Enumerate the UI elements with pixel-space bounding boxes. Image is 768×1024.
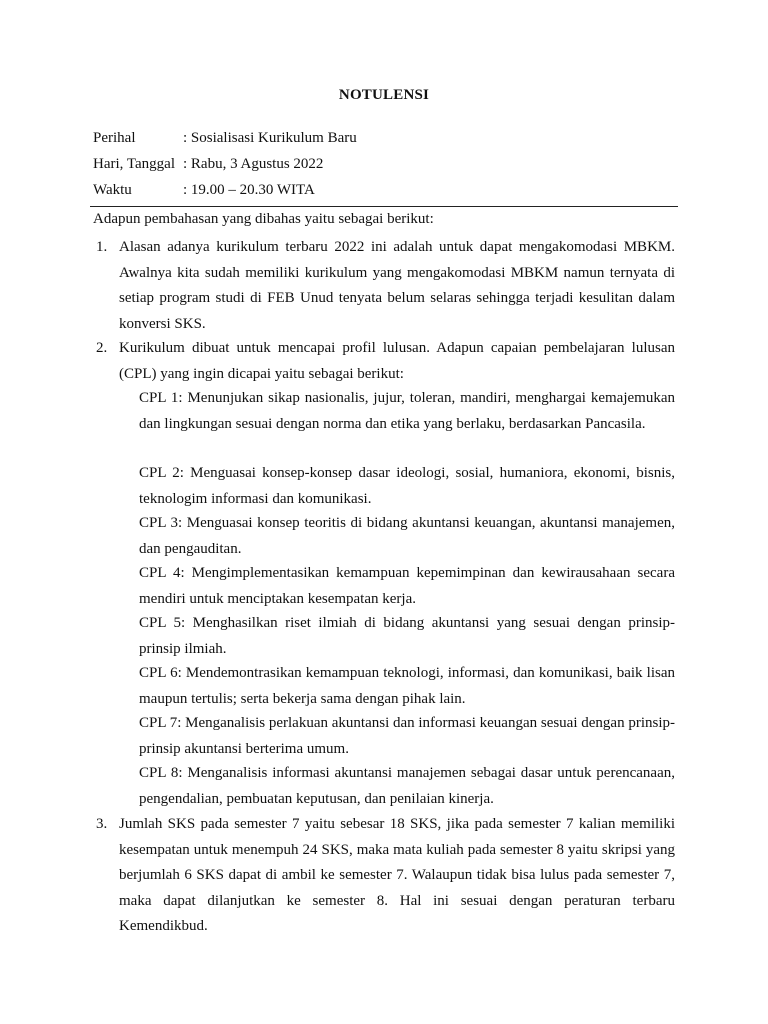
list-item (96, 336, 675, 387)
list-item-text: Alasan adanya kurikulum terbaru 2022 ini adalah untuk dapat mengakomodasi MBKM. Awalnya kita sudah memiliki kurikulum yang mengakomodasi MBKM namun ternyata di setiap program studi di FEB Unud tenyata belum selaras sehingga terjadi kesulitan dalam konversi SKS. (119, 239, 675, 332)
cpl-item: CPL 2: Menguasai konsep-konsep dasar ideologi, sosial, humaniora, ekonomi, bisnis, teknologim informasi dan komunikasi. (139, 465, 675, 507)
meta-value: : 19.00 – 20.30 WITA (183, 182, 315, 198)
meta-label: Waktu (93, 182, 132, 198)
cpl-item: CPL 4: Mengimplementasikan kemampuan kepemimpinan dan kewirausahaan secara mendiri untuk menciptakan kesempatan kerja. (139, 565, 675, 607)
document-title: NOTULENSI (338, 87, 430, 103)
meta-value: : Sosialisasi Kurikulum Baru (183, 130, 357, 146)
intro-text: Adapun pembahasan yang dibahas yaitu sebagai berikut: (93, 211, 434, 227)
cpl-item: CPL 5: Menghasilkan riset ilmiah di bidang akuntansi yang sesuai dengan prinsip-prinsip ilmiah. (139, 615, 675, 657)
cpl-item: CPL 7: Menganalisis perlakuan akuntansi dan informasi keuangan sesuai dengan prinsip-prinsip akuntansi berterima umum. (139, 715, 675, 757)
cpl-item: CPL 3: Menguasai konsep teoritis di bidang akuntansi keuangan, akuntansi manajemen, dan pengauditan. (139, 515, 675, 557)
cpl-item: CPL 1: Menunjukan sikap nasionalis, jujur, toleran, mandiri, menghargai kemajemukan dan lingkungan sesuai dengan norma dan etika yang berlaku, berdasarkan Pancasila. (139, 390, 675, 432)
list-number: 1. (96, 239, 108, 255)
meta-row-perihal (93, 128, 357, 154)
horizontal-rule (90, 206, 678, 207)
list-number: 2. (96, 340, 108, 356)
meta-value: : Rabu, 3 Agustus 2022 (183, 156, 324, 172)
meta-row-waktu (93, 180, 357, 206)
list-item (96, 812, 675, 940)
meta-block (93, 128, 357, 206)
list-item-text: Kurikulum dibuat untuk mencapai profil lulusan. Adapun capaian pembelajaran lulusan (CPL) yang ingin dicapai yaitu sebagai berikut: (119, 340, 675, 382)
cpl-item: CPL 6: Mendemontrasikan kemampuan teknologi, informasi, dan komunikasi, baik lisan maupun tertulis; serta bekerja sama dengan pihak lain. (139, 665, 675, 707)
meta-label: Hari, Tanggal (93, 156, 175, 172)
list-item (96, 235, 675, 337)
meta-label: Perihal (93, 130, 136, 146)
meta-row-hari-tanggal (93, 154, 357, 180)
list-item-text: Jumlah SKS pada semester 7 yaitu sebesar 18 SKS, jika pada semester 7 kalian memiliki kesempatan untuk menempuh 24 SKS, maka mata kuliah pada semester 8 yaitu skripsi yang berjumlah 6 SKS dapat di ambil ke semester 7. Walaupun tidak bisa lulus pada semester 7, maka dapat dilanjutkan ke semester 8. Hal ini sesuai dengan peraturan terbaru Kemendikbud. (119, 816, 675, 934)
list-number: 3. (96, 816, 108, 832)
cpl-item: CPL 8: Menganalisis informasi akuntansi manajemen sebagai dasar untuk perencanaan, pengendalian, pembuatan keputusan, dan penilaian kinerja. (139, 765, 675, 807)
